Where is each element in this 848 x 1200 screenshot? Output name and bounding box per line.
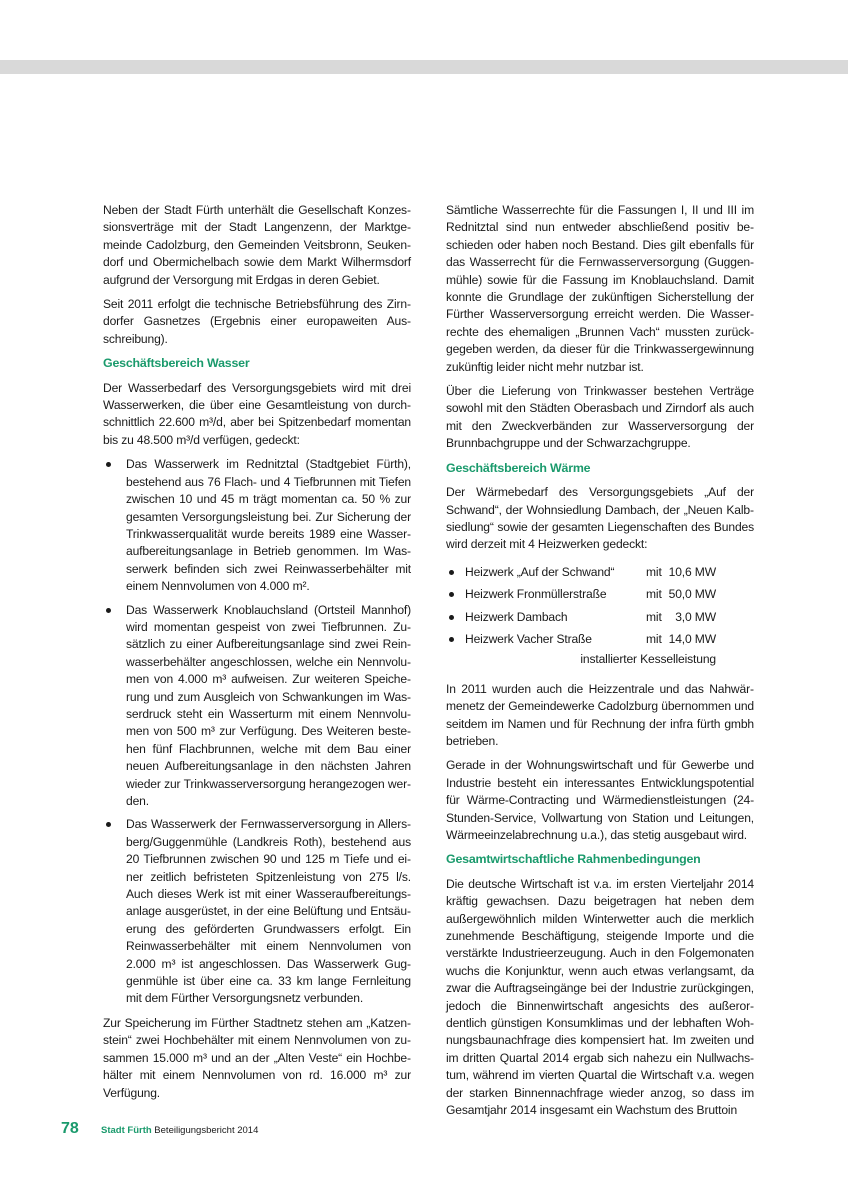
list-item-heizwerk	[446, 561, 754, 584]
bullet-icon	[449, 570, 454, 575]
list-item-wasserwerk-fernwasser: Das Wasserwerk der Fernwasserversorgung in Allersberg/Guggenmühle (Landkreis Roth), bestehend aus 20 Tiefbrunnen zwischen 90 und 125 m Tiefe und einer zeitlich befristeten Spitzenleistung von 275 l/s. Auch dieses Werk ist mit einer Wasseraufbereitungsanlage ausgerüstet, in der eine Belüftung und Entsäuerung des geförderten Grundwassers erfolgt. Ein Reinwasserbehälter mit einem Nennvolumen von 2.000 m³ ist angeschlossen. Das Wasserwerk Guggenmühle ist über eine ca. 33 km lange Fernleitung mit dem Fürther Versorgungsnetz verbunden.	[103, 816, 411, 1007]
page-footer	[0, 1120, 848, 1144]
list-item-wasserwerk-knoblauchsland: Das Wasserwerk Knoblauchsland (Ortsteil Mannhof) wird momentan gespeist von zwei Tiefbrunnen. Zusätzlich zu einer Aufbereitungsanlage sind zwei Reinwasserbehälter angeschlossen, welche ein Nennvolumen von 4.000 m³ aufweisen. Zur weiteren Speicherung und zum Ausgleich von Schwankungen im Wasserdruck steht ein Wasserturm mit einem Nennvolumen von 500 m³ zur Verfügung. Des Weiteren bestehen fünf Flachbrunnen, welche mit dem Bau einer neuen Aufbereitungsanlage in den nächsten Jahren wieder zur Trinkwasserversorgung herangezogen werden.	[103, 602, 411, 811]
paragraph-entwicklungspotential: Gerade in der Wohnungswirtschaft und für Gewerbe und Industrie besteht ein interessantes Entwicklungspotential für Wärme-Contracting und Wärmedienstleistungen (24-Stunden-Service, Vollwartung von Station und Leitungen, Wärmeeinzelabrechnung u.a.), das stetig ausgebaut wird.	[446, 758, 754, 842]
wasserwerke-list	[103, 456, 411, 1008]
paragraph-waermebedarf: Der Wärmebedarf des Versorgungsgebiets „Auf der Schwand“, der Wohnsiedlung Dambach, der „Neuen Kalbsiedlung“ sowie der gesamten Liegenschaften des Bundes wird derzeit mit 4 Heizwerken gedeckt:	[446, 485, 754, 552]
heizwerk-mit: mit	[646, 609, 662, 624]
paragraph-wasserbedarf: Der Wasserbedarf des Versorgungsgebiets wird mit drei Wasserwerken, die über eine Gesamtleistung von durchschnittlich 22.600 m³/d, aber bei Spitzenbedarf momentan bis zu 48.500 m³/d verfügen, gedeckt:	[103, 380, 411, 447]
paragraph-speicherung: Zur Speicherung im Fürther Stadtnetz stehen am „Katzenstein“ zwei Hochbehälter mit einem Nennvolumen von zusammen 15.000 m³ und an der „Alten Veste“ ein Hochbehälter mit einem Nennvolumen von rd. 16.000 m³ zur Verfügung.	[103, 1015, 411, 1100]
bullet-icon	[106, 822, 111, 827]
heading-geschaeftsbereich-wasser: Geschäftsbereich Wasser	[103, 356, 250, 371]
heizwerk-leistung: 14,0 MW	[668, 632, 716, 647]
heizwerk-name: Heizwerk Fronmüllerstraße	[465, 587, 607, 602]
right-column	[446, 202, 754, 1126]
heizwerk-mit: mit	[646, 564, 662, 579]
heizwerk-leistung: 50,0 MW	[668, 587, 716, 602]
footer-report-name: Beteiligungsbericht 2014	[151, 1125, 259, 1136]
list-item-heizwerk	[446, 583, 754, 606]
page-number: 78	[61, 1120, 79, 1137]
paragraph-lieferung-trinkwasser: Über die Lieferung von Trinkwasser bestehen Verträge sowohl mit den Städten Oberasbach und Zirndorf als auch mit den Zweckverbänden zur Wasserversorgung der Brunnbachgruppe und der Schwarzachgruppe.	[446, 384, 754, 451]
footer-brand: Stadt Fürth	[101, 1125, 152, 1136]
bullet-icon	[106, 462, 111, 467]
list-item-heizwerk	[446, 628, 754, 651]
paragraph-wasserrechte: Sämtliche Wasserrechte für die Fassungen I, II und III im Rednitztal sind nun entweder abschließend positiv beschieden oder haben noch Bestand. Dies gilt ebenfalls für das Wasserrecht für die Fernwasserversorgung (Guggenmühle) sowie für die Fassung im Knoblauchsland. Damit konnte die Grundlage der zukünftigen Sicherstellung der Fürther Wasserversorgung erreicht werden. Die Wasserrechte des ehemaligen „Brunnen Vach“ mussten zurückgegeben werden, da dieser für die Trinkwassergewinnung zukünftig leider nicht mehr nutzbar ist.	[446, 203, 754, 374]
heizwerk-leistung: 10,6 MW	[668, 564, 716, 579]
paragraph-konzessionen: Neben der Stadt Fürth unterhält die Gesellschaft Konzessionsverträge mit der Stadt Langenzenn, der Marktgemeinde Cadolzburg, den Gemeinden Veitsbronn, Seukendorf und Obermichelbach sowie dem Markt Wilhermsdorf aufgrund der Versorgung mit Erdgas in deren Gebiet.	[103, 203, 411, 287]
heizwerk-name: Heizwerk Dambach	[465, 609, 568, 624]
bullet-icon	[449, 592, 454, 597]
list-item-wasserwerk-rednitztal: Das Wasserwerk im Rednitztal (Stadtgebiet Fürth), bestehend aus 76 Flach- und 4 Tiefbrunnen mit Tiefen zwischen 10 und 45 m trägt momentan ca. 50 % zur gesamten Versorgungsleistung bei. Zur Sicherung der Trinkwasserqualität wurde bereits 1989 eine Wasseraufbereitungsanlage in Betrieb genommen. Im Wasserwerk befinden sich zwei Reinwasserbehälter mit einem Nennvolumen von 4.000 m².	[103, 456, 411, 595]
footer-title	[101, 1125, 258, 1136]
heizwerk-mit: mit	[646, 587, 662, 602]
paragraph-cadolzburg: In 2011 wurden auch die Heizzentrale und das Nahwärmenetz der Gemeindewerke Cadolzburg übernommen und seitdem im Namen und für Rechnung der infra fürth gmbh betrieben.	[446, 681, 754, 748]
bullet-icon	[449, 637, 454, 642]
heizwerk-name: Heizwerk „Auf der Schwand“	[465, 564, 615, 579]
bullet-icon	[449, 615, 454, 620]
list-item-heizwerk	[446, 606, 754, 629]
paragraph-gasnetz-zirndorf: Seit 2011 erfolgt die technische Betriebsführung des Zirndorfer Gasnetzes (Ergebnis einer europaweiten Ausschreibung).	[103, 297, 411, 346]
heizwerke-list	[446, 561, 754, 651]
heading-gesamtwirtschaftliche-rahmenbedingungen: Gesamtwirtschaftliche Rahmenbedingungen	[446, 852, 701, 867]
bullet-icon	[106, 608, 111, 613]
left-column	[103, 202, 411, 1109]
heizwerk-name: Heizwerk Vacher Straße	[465, 632, 592, 647]
kesselleistung-note: installierter Kesselleistung	[580, 651, 716, 666]
heizwerk-leistung: 3,0 MW	[675, 609, 716, 624]
paragraph-deutsche-wirtschaft: Die deutsche Wirtschaft ist v.a. im ersten Vierteljahr 2014 kräftig gewachsen. Dazu beigetragen hat neben dem außergewöhnlich milden Winterwetter auch die merklich zunehmende Beschäftigung, steigende Importe und die verstärkte Industrieerzeugung. Auch in den Folgemonaten wuchs die Konjunktur, wenn auch etwas verlangsamt, da zwar die Auftragseingänge bei der Industrie zurückgingen, jedoch die Binnenwirtschaft angesichts des außerordentlich günstigen Konsumklimas und der lebhaften Wohnungsbaunachfrage dies kompensiert hat. Im zweiten und im dritten Quartal 2014 ergab sich nahezu ein Nullwachstum, während im vierten Quartal die Wirtschaft v.a. wegen der starken Binnennachfrage wieder anzog, so dass im Gesamtjahr 2014 insgesamt ein Wachstum des Bruttoin	[446, 876, 754, 1118]
heizwerk-mit: mit	[646, 632, 662, 647]
top-gray-bar	[0, 60, 848, 74]
heading-geschaeftsbereich-waerme: Geschäftsbereich Wärme	[446, 460, 591, 475]
